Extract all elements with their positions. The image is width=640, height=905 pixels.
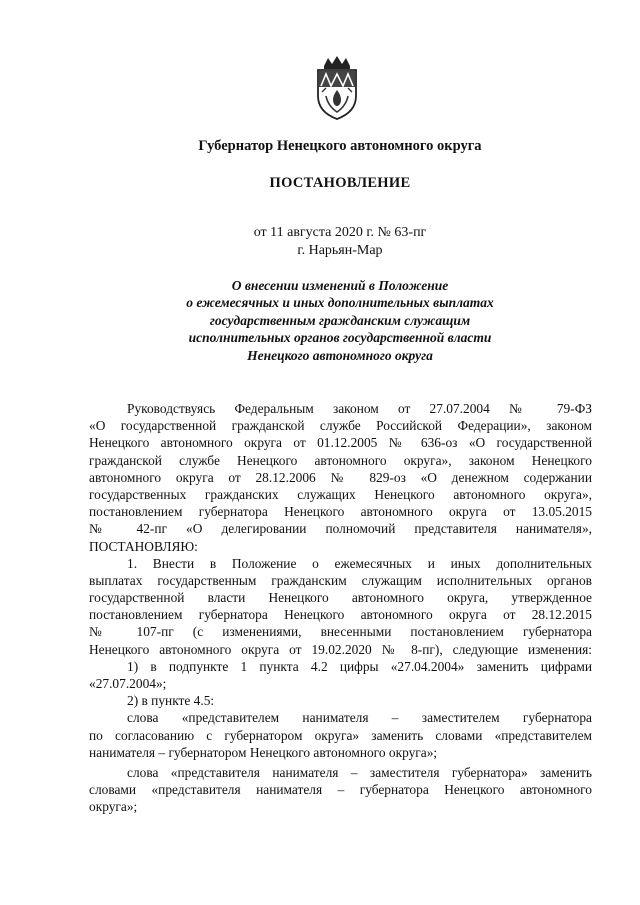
body-line: слова «представителя нанимателя – заместителя губернатора» заменить [127,764,592,780]
coat-of-arms-icon [312,52,362,122]
body-line: по согласованию с губернатором округа» заменить словами «представителем [89,727,592,743]
body-line: «О государственной гражданской службе Российской Федерации», законом [89,418,592,434]
body-line: Ненецкого автономного округа от 01.12.2005 № 636-оз «О государственной [89,435,592,451]
body-line: «27.07.2004»; [89,676,167,691]
body-line: Ненецкого автономного округа от 19.02.2020 № 8-пг), следующие изменения: [89,641,592,657]
body-line: государственных гражданских служащих Ненецкого автономного округа», [89,486,592,502]
document-body [89,400,592,816]
title-line: государственным гражданским служащим [209,312,471,328]
body-line: словами «представителя нанимателя – губернатора Ненецкого автономного [89,782,592,798]
body-line: постановлением губернатора Ненецкого автономного округа от 28.12.2015 [89,607,592,623]
body-line: автономного округа от 28.12.2006 № 829-оз «О денежном содержании [89,469,592,485]
resolution-keyword: ПОСТАНОВЛЯЮ: [89,538,198,554]
body-line: 1. Внести в Положение о ежемесячных и иных дополнительных [127,555,592,571]
body-line: слова «представителем нанимателя – заместителем губернатора [127,710,592,726]
body-line: округа»; [89,799,138,815]
body-line: нанимателя – губернатором Ненецкого автономного округа»; [89,744,438,760]
place-line: г. Нарьян-Мар [297,243,383,258]
date-number-line: от 11 августа 2020 г. № 63-пг [253,225,427,240]
body-line: государственной власти Ненецкого автономного округа, утвержденное [89,590,592,606]
document-title [90,277,590,364]
issuing-authority: Губернатор Ненецкого автономного округа [198,138,482,154]
body-line: выплатах государственным гражданским служащим исполнительных органов [89,572,592,588]
title-line: Ненецкого автономного округа [247,347,433,363]
body-line: постановлением губернатора Ненецкого автономного округа от 13.05.2015 [89,504,592,520]
body-line: 2) в пункте 4.5: [127,693,215,709]
title-line: о ежемесячных и иных дополнительных выплатах [186,295,494,311]
body-line: Руководствуясь Федеральным законом от 27.07.2004 № 79-ФЗ [127,401,592,416]
title-line: исполнительных органов государственной власти [188,330,492,346]
document-type: ПОСТАНОВЛЕНИЕ [269,175,411,191]
body-line: № 107-пг (с изменениями, внесенными постановлением губернатора [89,624,592,640]
title-line: О внесении изменений в Положение [231,278,449,293]
body-line: гражданской службе Ненецкого автономного округа», законом Ненецкого [89,452,592,468]
date-block [90,224,590,260]
body-line: № 42-пг «О делегировании полномочий представителя нанимателя», [89,521,592,537]
body-line: 1) в подпункте 1 пункта 4.2 цифры «27.04.2004» заменить цифрами [127,658,592,674]
